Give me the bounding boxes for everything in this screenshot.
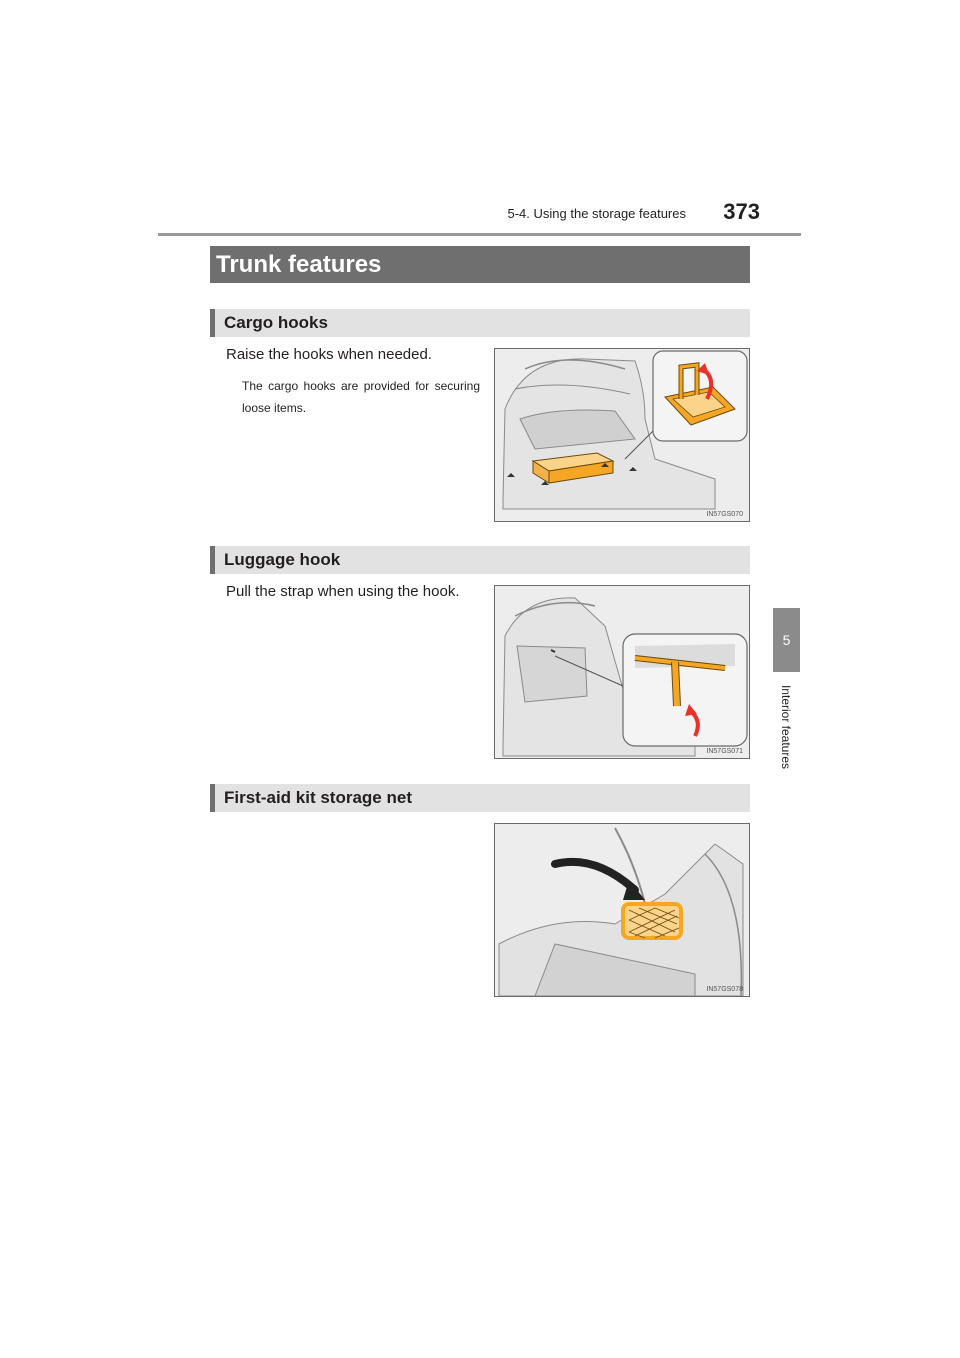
- cargo-hooks-note: The cargo hooks are provided for securing loose items.: [242, 379, 480, 415]
- section-title: Trunk features: [210, 246, 750, 283]
- first-aid-net-figure: [494, 823, 750, 997]
- luggage-hook-instruction: Pull the strap when using the hook.: [226, 583, 460, 600]
- subsection-title-luggage-hook: Luggage hook: [210, 546, 750, 574]
- page-number: 373: [723, 199, 760, 224]
- chapter-label: Interior features: [779, 684, 793, 770]
- figure-code: IN57GS070: [706, 511, 743, 518]
- cargo-hooks-instruction: Raise the hooks when needed.: [226, 346, 432, 363]
- cargo-hooks-figure: [494, 348, 750, 522]
- figure-code: IN57GS078: [706, 986, 743, 993]
- header-rule: [158, 233, 801, 236]
- figure-code: IN57GS071: [706, 748, 743, 755]
- subsection-title-first-aid-net: First-aid kit storage net: [210, 784, 750, 812]
- luggage-hook-figure: [494, 585, 750, 759]
- running-header: 5-4. Using the storage features: [507, 206, 686, 221]
- subsection-title-cargo-hooks: Cargo hooks: [210, 309, 750, 337]
- chapter-tab: 5: [773, 608, 800, 672]
